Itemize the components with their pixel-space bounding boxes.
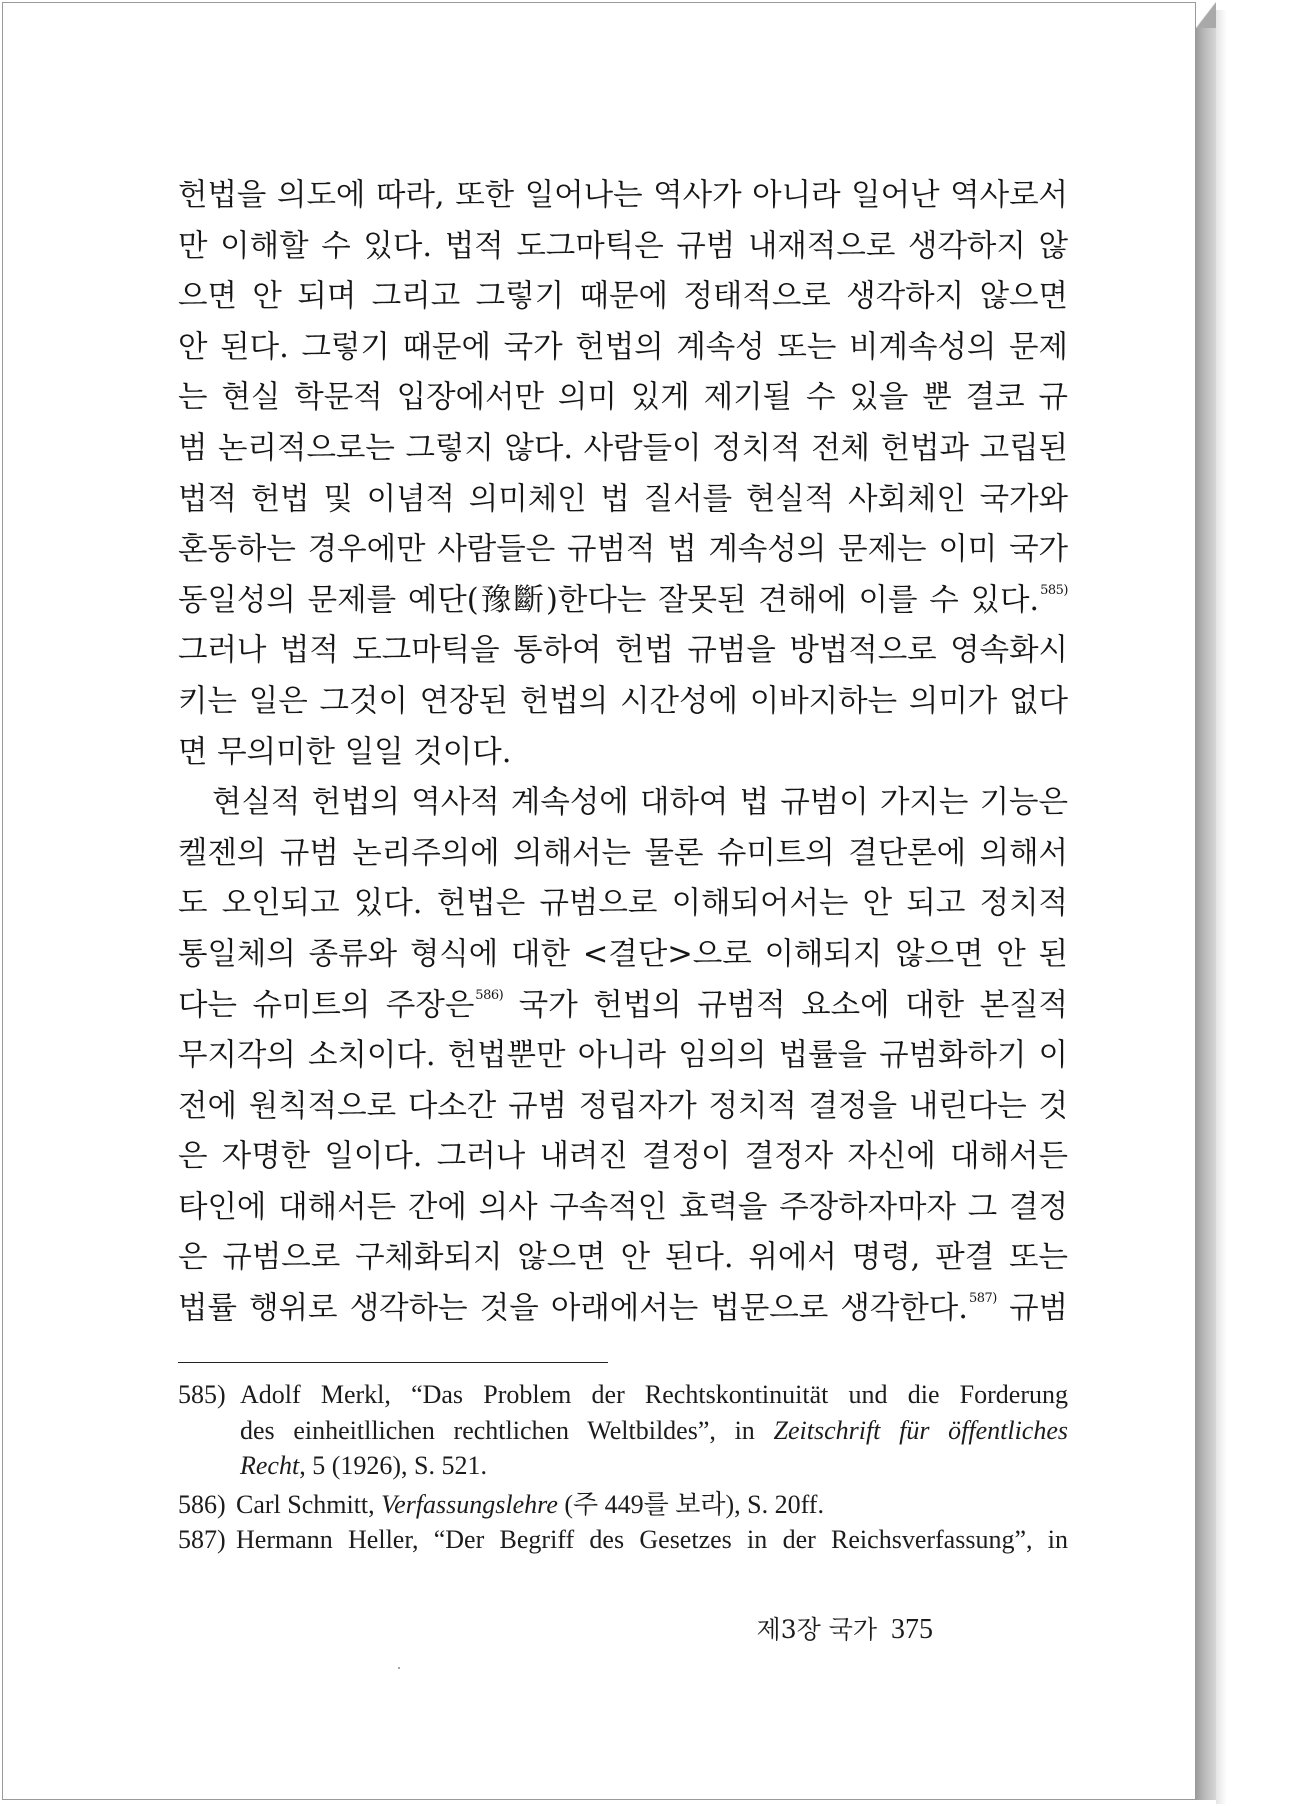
- footnote-line: Adolf Merkl, “Das Problem der Rechtskontinuität und die Forderung: [240, 1380, 1068, 1409]
- text-line: [178, 576, 1068, 627]
- book-title: Verfassungslehre: [381, 1489, 558, 1519]
- footnote-number: 587): [178, 1525, 226, 1554]
- text-segment: 동일성의 문제를 예단(豫斷)한다는 잘못된 견해에 이를 수 있다.: [178, 582, 1040, 618]
- text-line: 법적 헌법 및 이념적 의미체인 법 질서를 현실적 사회체인 국가와: [178, 481, 1068, 517]
- text-line: 그러나 법적 도그마틱을 통하여 헌법 규범을 방법적으로 영속화시: [178, 633, 1068, 669]
- text-segment: 다는 슈미트의 주장은: [178, 987, 475, 1023]
- text-line: 만 이해할 수 있다. 법적 도그마틱은 규범 내재적으로 생각하지 않: [178, 228, 1068, 264]
- chapter-label: 제3장 국가: [756, 1615, 877, 1644]
- footnote-body: [240, 1377, 1068, 1484]
- footnote-separator: [178, 1362, 608, 1363]
- text-line: 도 오인되고 있다. 헌법은 규범으로 이해되어서는 안 되고 정치적: [178, 886, 1068, 922]
- footnote-586: [178, 1487, 1068, 1523]
- text-line: 은 자명한 일이다. 그러나 내려진 결정이 결정자 자신에 대해서든: [178, 1139, 1068, 1175]
- text-line: 은 규범으로 구체화되지 않으면 안 된다. 위에서 명령, 판결 또는: [178, 1240, 1068, 1276]
- text-segment: , 5 (1926), S. 521.: [299, 1451, 487, 1480]
- page-edge-corner: [1196, 2, 1216, 28]
- text-segment: 법률 행위로 생각하는 것을 아래에서는 법문으로 생각한다.: [178, 1291, 968, 1327]
- text-line: 으면 안 되며 그리고 그렇기 때문에 정태적으로 생각하지 않으면: [178, 279, 1068, 315]
- text-line: 는 현실 학문적 입장에서만 의미 있게 제기될 수 있을 뿐 결코 규: [178, 380, 1068, 416]
- text-line: 면 무의미한 일일 것이다.: [178, 734, 512, 770]
- journal-title-cont: Recht: [240, 1451, 300, 1480]
- text-line: 범 논리적으로는 그렇지 않다. 사람들이 정치적 전체 헌법과 고립된: [178, 430, 1068, 466]
- page-shadow: [1216, 10, 1226, 1804]
- footnote-body: [236, 1487, 1068, 1523]
- body-text: [178, 171, 1068, 1335]
- text-line: [178, 981, 1068, 1032]
- text-segment: Carl Schmitt,: [236, 1489, 375, 1519]
- page-number: 375: [891, 1614, 933, 1645]
- text-line: [178, 1284, 1068, 1335]
- journal-title: Zeitschrift für öffentliches: [773, 1415, 1069, 1445]
- footnote-number: 585): [178, 1380, 226, 1409]
- text-segment: (주 449를 보라), S. 20ff.: [564, 1489, 824, 1519]
- footnote-ref-586[interactable]: 586): [475, 987, 504, 1003]
- text-segment: 규범: [1009, 1291, 1068, 1327]
- text-segment: 국가 헌법의 규범적 요소에 대한 본질적: [518, 987, 1068, 1023]
- footnote-number: 586): [178, 1489, 226, 1519]
- footnote-line: [240, 1413, 1068, 1449]
- footnote-587: [178, 1522, 1068, 1558]
- text-line: 안 된다. 그렇기 때문에 국가 헌법의 계속성 또는 비계속성의 문제: [178, 329, 1068, 365]
- text-line: 타인에 대해서든 간에 의사 구속적인 효력을 주장하자마자 그 결정: [178, 1189, 1068, 1225]
- page-edge: [1196, 2, 1216, 1800]
- scan-speck: [398, 1667, 400, 1669]
- text-segment: des einheitllichen rechtlichen Weltbildes”, in: [240, 1415, 755, 1445]
- footnote-ref-585[interactable]: 585): [1040, 582, 1068, 598]
- footnote-585: [178, 1377, 1068, 1484]
- text-line: 키는 일은 그것이 연장된 헌법의 시간성에 이바지하는 의미가 없다: [178, 683, 1068, 719]
- footnote-body: [236, 1522, 1068, 1558]
- text-line: 무지각의 소치이다. 헌법뿐만 아니라 임의의 법률을 규범화하기 이: [178, 1038, 1068, 1074]
- footnote-line: [240, 1448, 1068, 1484]
- text-line: 통일체의 종류와 형식에 대한 <결단>으로 이해되지 않으면 안 된: [178, 936, 1068, 972]
- book-page: [2, 2, 1196, 1800]
- paragraph-first-line: 현실적 헌법의 역사적 계속성에 대하여 법 규범이 가지는 기능은: [212, 785, 1068, 821]
- text-line: 헌법을 의도에 따라, 또한 일어나는 역사가 아니라 일어난 역사로서: [178, 178, 1068, 213]
- footnote-line: [236, 1487, 1068, 1523]
- footnote-line: Hermann Heller, “Der Begriff des Gesetzes in der Reichsverfassung”, in: [236, 1525, 1068, 1554]
- footnote-ref-587[interactable]: 587): [968, 1291, 997, 1307]
- page-footer: [757, 1610, 933, 1646]
- text-line: 켈젠의 규범 논리주의에 의해서는 물론 슈미트의 결단론에 의해서: [178, 835, 1068, 871]
- text-line: 혼동하는 경우에만 사람들은 규범적 법 계속성의 문제는 이미 국가: [178, 532, 1068, 568]
- text-line: 전에 원칙적으로 다소간 규범 정립자가 정치적 결정을 내린다는 것: [178, 1088, 1068, 1124]
- footnotes: [178, 1377, 1068, 1558]
